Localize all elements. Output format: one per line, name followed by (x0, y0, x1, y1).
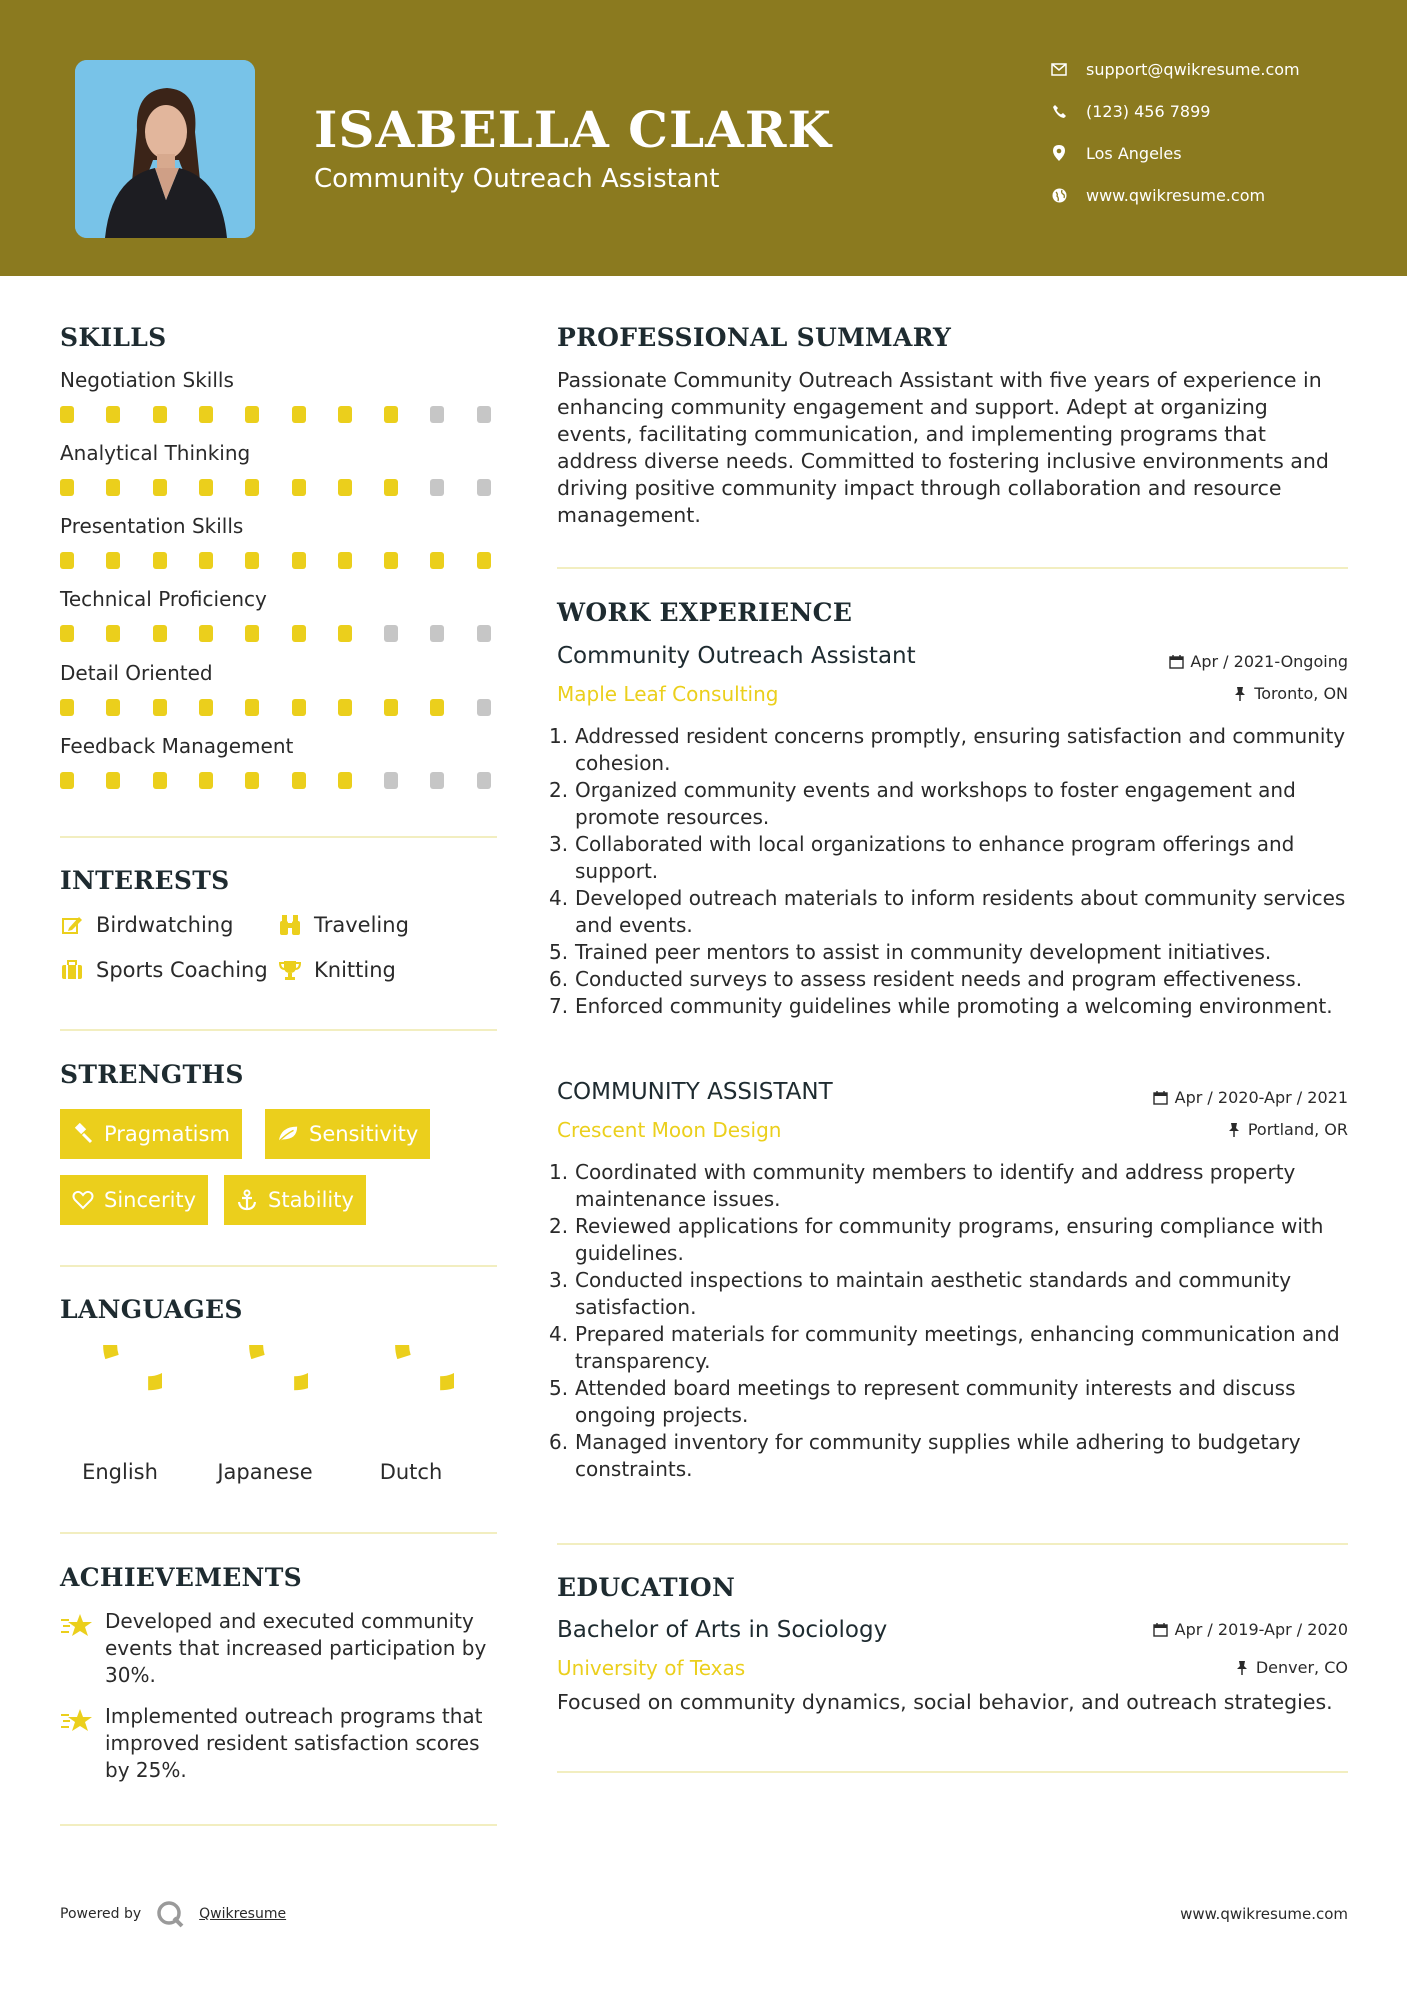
pushpin-icon (1232, 686, 1248, 702)
profile-photo (75, 60, 255, 238)
skill-dot-filled (245, 406, 259, 423)
achievement-text: Developed and executed community events that increased participation by 30%. (105, 1609, 487, 1687)
skill-dot-filled (245, 552, 259, 569)
skill-dot-filled (430, 552, 444, 569)
section-divider (60, 1029, 497, 1031)
job-bullet: 1. Coordinated with community members to identify and address property maintenance issues. (549, 1160, 1296, 1211)
skill-label: Technical Proficiency (60, 587, 267, 611)
strength-tag (265, 1109, 430, 1159)
skill-dot-empty (384, 772, 398, 789)
skill-dot-filled (338, 479, 352, 496)
strength-tag (60, 1175, 208, 1225)
leaf-icon (277, 1123, 299, 1145)
skill-label: Negotiation Skills (60, 368, 234, 392)
skill-dot-filled (245, 699, 259, 716)
job-bullet: 5. Attended board meetings to represent community interests and discuss ongoing projects. (549, 1376, 1296, 1427)
heart-icon (72, 1189, 94, 1211)
job-title: Community Outreach Assistant (557, 643, 916, 669)
pencil-square-icon (60, 913, 84, 937)
skill-dot-filled (292, 479, 306, 496)
contact-phone[interactable] (1050, 96, 1380, 126)
skill-dot-filled (338, 625, 352, 642)
job-bullet: 4. Developed outreach materials to inform residents about community services and events. (549, 886, 1346, 937)
skill-dot-filled (106, 479, 120, 496)
skill-dot-filled (384, 479, 398, 496)
skill-dot-filled (106, 772, 120, 789)
job-date (1153, 1088, 1348, 1107)
skill-dot-filled (60, 699, 74, 716)
globe-icon (1050, 186, 1068, 204)
contact-website[interactable] (1050, 180, 1380, 210)
pushpin-icon (1226, 1122, 1242, 1138)
job-date-text: Apr / 2021-Ongoing (1190, 652, 1348, 671)
job-bullet: 6. Conducted surveys to assess resident needs and program effectiveness. (549, 967, 1303, 991)
qwikresume-link[interactable]: Qwikresume (199, 1906, 287, 1922)
skill-dot-filled (338, 552, 352, 569)
trophy-icon (278, 958, 302, 982)
anchor-icon (236, 1189, 258, 1211)
skill-rating (60, 625, 500, 643)
education-date-text: Apr / 2019-Apr / 2020 (1174, 1620, 1348, 1639)
language-arc (62, 1345, 162, 1445)
language-arc-fill (256, 1345, 308, 1383)
interests-heading: INTERESTS (60, 866, 230, 895)
interest-item (60, 955, 268, 985)
skill-rating (60, 772, 500, 790)
calendar-icon (1168, 654, 1184, 670)
skill-dot-filled (199, 552, 213, 569)
language-gauge (198, 1345, 318, 1449)
skill-label: Presentation Skills (60, 514, 244, 538)
job-title: COMMUNITY ASSISTANT (557, 1079, 833, 1105)
job-bullet: 3. Collaborated with local organizations to enhance program offerings and support. (549, 832, 1295, 883)
summary-text: Passionate Community Outreach Assistant with five years of experience in enhancing community engagement and support. Adept at organizing events, facilitating communication, and implementing programs that address diverse needs. Committed to fostering inclusive environments and driving positive community impact through collaboration and resource management. (557, 368, 1329, 527)
phone-icon (1050, 102, 1068, 120)
job-bullet: 3. Conducted inspections to maintain aesthetic standards and community satisfaction. (549, 1268, 1292, 1319)
language-arc (208, 1345, 308, 1445)
candidate-role: Community Outreach Assistant (314, 164, 720, 194)
contact-phone-text: (123) 456 7899 (1086, 101, 1211, 121)
skill-rating (60, 699, 500, 717)
job-bullet: 1. Addressed resident concerns promptly, ensuring satisfaction and community cohesion. (549, 724, 1346, 775)
job-bullet: 6. Managed inventory for community supplies while adhering to budgetary constraints. (549, 1430, 1301, 1481)
language-label: English (82, 1460, 158, 1484)
skills-heading: SKILLS (60, 323, 167, 352)
skill-dot-filled (384, 406, 398, 423)
skill-rating (60, 552, 500, 570)
skill-dot-filled (106, 406, 120, 423)
section-divider (60, 1532, 497, 1534)
job-bullet: 2. Organized community events and workshops to foster engagement and promote resources. (549, 778, 1296, 829)
skill-label: Detail Oriented (60, 661, 213, 685)
skill-dot-empty (430, 772, 444, 789)
briefcase-icon (60, 958, 84, 982)
education-date (1153, 1620, 1348, 1639)
strength-label: Sincerity (104, 1188, 197, 1212)
gavel-icon (72, 1123, 94, 1145)
contact-location-text: Los Angeles (1086, 143, 1182, 163)
skill-dot-empty (430, 625, 444, 642)
contact-location (1050, 138, 1380, 168)
language-arc (354, 1345, 454, 1445)
skill-dot-filled (60, 625, 74, 642)
skill-dot-filled (106, 625, 120, 642)
skill-dot-filled (199, 625, 213, 642)
skill-rating (60, 406, 500, 424)
skill-dot-empty (477, 772, 491, 789)
skill-dot-filled (292, 406, 306, 423)
interest-label: Knitting (314, 958, 396, 982)
skill-dot-empty (430, 406, 444, 423)
skill-dot-filled (60, 406, 74, 423)
job-bullet: 2. Reviewed applications for community programs, ensuring compliance with guidelines. (549, 1214, 1324, 1265)
contact-email-text: support@qwikresume.com (1086, 59, 1300, 79)
calendar-icon (1153, 1622, 1169, 1638)
job-date (1168, 652, 1348, 671)
language-gauge (52, 1345, 172, 1449)
job-location (1232, 684, 1348, 703)
interest-item (60, 910, 233, 940)
skill-dot-filled (338, 406, 352, 423)
interest-item (278, 955, 396, 985)
skill-label: Feedback Management (60, 734, 294, 758)
skill-dot-filled (60, 772, 74, 789)
skill-dot-empty (477, 699, 491, 716)
job-company: Maple Leaf Consulting (557, 682, 779, 706)
section-divider (60, 1824, 497, 1826)
strength-tag (60, 1109, 242, 1159)
resume-header (0, 0, 1407, 276)
skill-dot-filled (199, 406, 213, 423)
achievement-text: Implemented outreach programs that improved resident satisfaction scores by 25%. (105, 1704, 483, 1782)
job-bullets (549, 1159, 1357, 1483)
language-gauge (344, 1345, 464, 1449)
education-degree: Bachelor of Arts in Sociology (557, 1617, 888, 1643)
languages-heading: LANGUAGES (60, 1295, 243, 1324)
shooting-star-icon (60, 1707, 94, 1735)
skill-dot-filled (477, 552, 491, 569)
job-date-text: Apr / 2020-Apr / 2021 (1174, 1088, 1348, 1107)
strength-label: Pragmatism (104, 1122, 230, 1146)
skill-dot-filled (384, 552, 398, 569)
experience-heading: WORK EXPERIENCE (557, 598, 853, 627)
skill-dot-filled (199, 479, 213, 496)
powered-by-text: Powered by (60, 1906, 142, 1922)
candidate-name: ISABELLA CLARK (314, 100, 832, 159)
summary-heading: PROFESSIONAL SUMMARY (557, 323, 952, 352)
job-location-text: Portland, OR (1247, 1120, 1348, 1139)
education-school: University of Texas (557, 1656, 746, 1680)
interest-label: Traveling (314, 913, 409, 937)
skill-dot-filled (153, 772, 167, 789)
section-divider (60, 1265, 497, 1267)
skill-dot-filled (60, 552, 74, 569)
skill-dot-filled (199, 699, 213, 716)
skill-dot-filled (153, 625, 167, 642)
skill-dot-empty (477, 479, 491, 496)
job-bullet: 7. Enforced community guidelines while promoting a welcoming environment. (549, 994, 1333, 1018)
education-location (1234, 1658, 1348, 1677)
skill-dot-filled (338, 699, 352, 716)
skill-dot-filled (292, 625, 306, 642)
skill-dot-empty (477, 406, 491, 423)
footer-powered-by (60, 1898, 286, 1930)
education-location-text: Denver, CO (1255, 1658, 1348, 1677)
language-label: Dutch (379, 1460, 443, 1484)
qwikresume-logo-icon (155, 1899, 185, 1929)
job-bullet: 5. Trained peer mentors to assist in community development initiatives. (549, 940, 1272, 964)
job-location (1226, 1120, 1348, 1139)
achievements-heading: ACHIEVEMENTS (60, 1563, 302, 1592)
pushpin-icon (1234, 1660, 1250, 1676)
shooting-star-icon (60, 1612, 94, 1640)
skill-dot-filled (384, 699, 398, 716)
skill-dot-filled (199, 772, 213, 789)
calendar-icon (1153, 1090, 1169, 1106)
interest-label: Sports Coaching (96, 958, 268, 982)
language-arc-fill (402, 1345, 454, 1383)
language-arc-fill (110, 1345, 162, 1383)
skill-dot-filled (292, 772, 306, 789)
envelope-icon (1050, 60, 1068, 78)
footer-website[interactable]: www.qwikresume.com (1180, 1905, 1348, 1923)
strength-label: Stability (268, 1188, 354, 1212)
section-divider (557, 1771, 1348, 1773)
skill-label: Analytical Thinking (60, 441, 251, 465)
skill-dot-filled (60, 479, 74, 496)
section-divider (557, 1543, 1348, 1545)
binoculars-icon (278, 913, 302, 937)
map-pin-icon (1050, 144, 1068, 162)
skill-dot-filled (153, 699, 167, 716)
skill-dot-empty (430, 479, 444, 496)
education-description: Focused on community dynamics, social behavior, and outreach strategies. (557, 1690, 1333, 1714)
contact-email[interactable] (1050, 54, 1380, 84)
contact-website-text: www.qwikresume.com (1086, 185, 1266, 205)
education-heading: EDUCATION (557, 1573, 736, 1602)
skill-dot-filled (106, 552, 120, 569)
skill-dot-filled (153, 406, 167, 423)
strength-label: Sensitivity (309, 1122, 419, 1146)
skill-dot-filled (338, 772, 352, 789)
skill-dot-filled (245, 772, 259, 789)
skill-dot-filled (106, 699, 120, 716)
skill-dot-filled (153, 552, 167, 569)
skill-dot-empty (477, 625, 491, 642)
job-bullets (549, 723, 1357, 1020)
strength-tag (224, 1175, 366, 1225)
job-bullet: 4. Prepared materials for community meetings, enhancing communication and transparency. (549, 1322, 1340, 1373)
skill-dot-filled (245, 625, 259, 642)
interest-label: Birdwatching (96, 913, 234, 937)
skill-dot-filled (292, 552, 306, 569)
section-divider (60, 836, 497, 838)
skill-dot-empty (384, 625, 398, 642)
skill-dot-filled (430, 699, 444, 716)
interest-item (278, 910, 409, 940)
job-company: Crescent Moon Design (557, 1118, 782, 1142)
skill-dot-filled (292, 699, 306, 716)
job-location-text: Toronto, ON (1254, 684, 1348, 703)
skill-dot-filled (153, 479, 167, 496)
skill-rating (60, 479, 500, 497)
skill-dot-filled (245, 479, 259, 496)
section-divider (557, 567, 1348, 569)
language-label: Japanese (217, 1460, 313, 1484)
strengths-heading: STRENGTHS (60, 1060, 244, 1089)
